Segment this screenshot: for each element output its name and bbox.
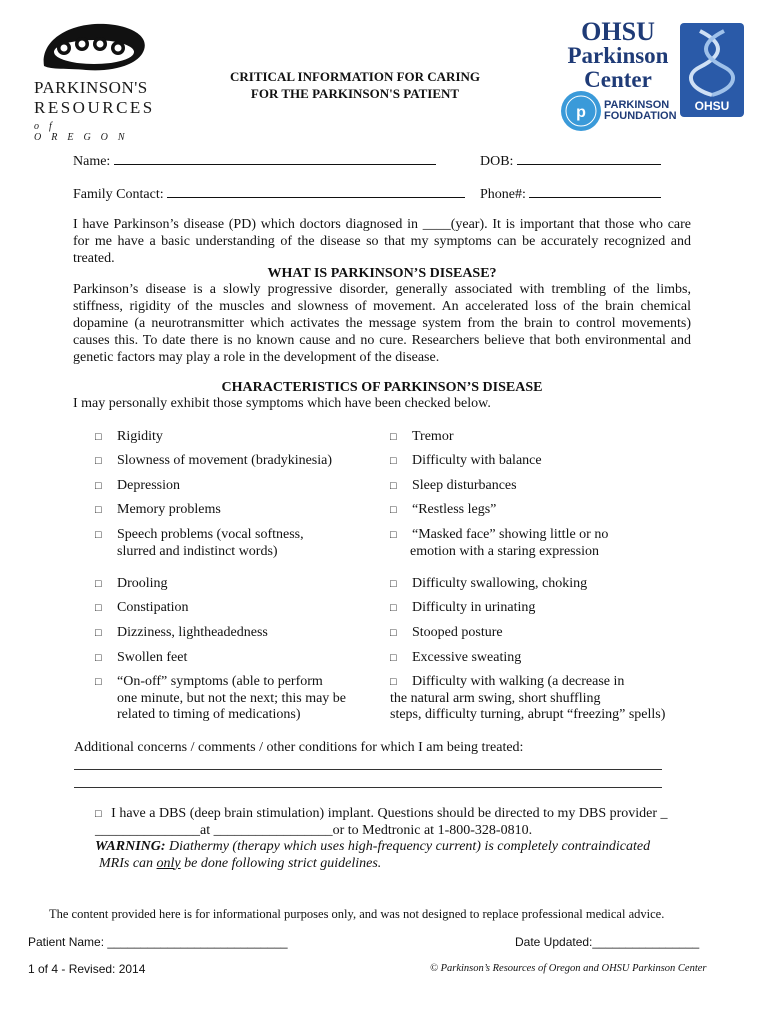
checkbox-icon[interactable]: □ bbox=[95, 504, 102, 516]
checkbox-icon[interactable]: □ bbox=[390, 455, 397, 467]
copyright: © Parkinson’s Resources of Oregon and OHSU Parkinson Center bbox=[430, 963, 707, 974]
symptom-text: Depression bbox=[117, 478, 180, 493]
warning-line-2-b: be done following strict guidelines. bbox=[180, 855, 382, 871]
patient-name-field[interactable]: Patient Name: ___________________________ bbox=[28, 935, 288, 949]
checkbox-icon[interactable]: □ bbox=[390, 652, 397, 664]
warning-text: Diathermy (therapy which uses high-frequency current) is completely contraindicated bbox=[165, 839, 651, 854]
comment-line-1[interactable] bbox=[74, 769, 662, 770]
parkinson-foundation-logo bbox=[604, 100, 677, 122]
pf-line-1: PARKINSON bbox=[604, 99, 670, 111]
dbs-line-2: _______________at _________________or to Medtronic at 1-800-328-0810. bbox=[95, 822, 533, 838]
parkinsons-resources-logo bbox=[30, 18, 158, 143]
comment-line-2[interactable] bbox=[74, 787, 662, 788]
checkbox-icon[interactable]: □ bbox=[95, 602, 102, 614]
figures-logo-icon bbox=[30, 18, 158, 78]
symptom-text: “On-off” symptoms (able to perform bbox=[117, 674, 323, 689]
symptom-text: Constipation bbox=[117, 600, 189, 615]
ohsu-badge-label: OHSU bbox=[694, 99, 730, 113]
symptom-text: related to timing of medications) bbox=[117, 707, 301, 722]
warning-label: WARNING: bbox=[95, 839, 166, 854]
checkbox-icon[interactable]: □ bbox=[95, 578, 102, 590]
name-field[interactable] bbox=[73, 151, 436, 170]
phone-line[interactable] bbox=[529, 184, 661, 198]
page-revision: 1 of 4 - Revised: 2014 bbox=[28, 962, 146, 976]
document-title bbox=[160, 68, 550, 102]
checkbox-icon[interactable]: □ bbox=[95, 480, 102, 492]
name-label: Name: bbox=[73, 154, 111, 169]
symptom-text: Difficulty with balance bbox=[412, 453, 542, 468]
dbs-section bbox=[95, 806, 668, 872]
additional-concerns-label: Additional concerns / comments / other conditions for which I am being treated: bbox=[74, 740, 524, 755]
symptom-text: the natural arm swing, short shuffling bbox=[390, 690, 601, 706]
title-line-1: CRITICAL INFORMATION FOR CARING bbox=[229, 69, 481, 84]
characteristics-heading: CHARACTERISTICS OF PARKINSON’S DISEASE bbox=[221, 380, 543, 395]
symptom-text: Memory problems bbox=[117, 502, 221, 517]
symptom-text: “Restless legs” bbox=[412, 502, 497, 517]
symptom-text: Tremor bbox=[412, 429, 454, 444]
ohsu-parkinson-center-logo bbox=[556, 17, 680, 92]
family-contact-label: Family Contact: bbox=[73, 187, 164, 202]
name-line[interactable] bbox=[114, 151, 436, 165]
dob-field[interactable] bbox=[480, 151, 661, 170]
symptom-text: “Masked face” showing little or no bbox=[412, 527, 609, 542]
checkbox-icon[interactable]: □ bbox=[390, 431, 397, 443]
checkbox-icon[interactable]: □ bbox=[390, 676, 397, 688]
symptom-text: Excessive sweating bbox=[412, 650, 522, 665]
checkbox-icon[interactable]: □ bbox=[390, 578, 397, 590]
disclaimer: The content provided here is for informational purposes only, and was not designed to replace professional medical advice. bbox=[49, 907, 665, 921]
logo-line-1: PARKINSON'S bbox=[34, 78, 148, 97]
ohsu-helix-icon bbox=[680, 25, 744, 99]
checkbox-icon[interactable]: □ bbox=[95, 676, 102, 688]
family-contact-field[interactable] bbox=[73, 184, 465, 203]
checkbox-icon[interactable]: □ bbox=[95, 529, 102, 541]
svg-text:p: p bbox=[576, 104, 586, 121]
warning-only: only bbox=[156, 855, 181, 871]
what-is-heading: WHAT IS PARKINSON’S DISEASE? bbox=[267, 266, 497, 281]
intro-paragraph: I have Parkinson’s disease (PD) which doctors diagnosed in ____(year). It is important that those who care for me have a basic understanding of the disease so that my symptoms can be accurately recognized and treated. bbox=[73, 217, 691, 266]
symptom-text: Swollen feet bbox=[117, 650, 188, 665]
phone-field[interactable] bbox=[480, 184, 661, 203]
phone-label: Phone#: bbox=[480, 187, 526, 202]
symptom-text: steps, difficulty turning, abrupt “freezing” spells) bbox=[390, 707, 666, 722]
dbs-checkbox[interactable]: □ bbox=[95, 808, 102, 820]
checkbox-icon[interactable]: □ bbox=[95, 627, 102, 639]
symptom-text: emotion with a staring expression bbox=[410, 543, 599, 559]
checkbox-icon[interactable]: □ bbox=[390, 480, 397, 492]
date-updated-field[interactable]: Date Updated:________________ bbox=[515, 935, 700, 949]
checkbox-icon[interactable]: □ bbox=[390, 602, 397, 614]
what-is-paragraph: Parkinson’s disease is a slowly progressive disorder, generally associated with trembling of the limbs, stiffness, rigidity of the muscles and slowness of movement. An accelerated loss of the brain chemical dopamine (a neurotransmitter which activates the message system from the brain to control movements) causes this. To date there is no known cause and no cure. Researchers believe that both environmental and genetic factors may play a role in the development of the disease. bbox=[73, 282, 691, 365]
symptom-text: Difficulty with walking (a decrease in bbox=[412, 674, 625, 689]
ohsu-logo-line-2: Parkinson bbox=[567, 43, 669, 68]
ohsu-logo-line-3: Center bbox=[584, 67, 652, 92]
symptom-text: one minute, but not the next; this may be bbox=[117, 690, 347, 706]
symptom-text: slurred and indistinct words) bbox=[117, 543, 278, 559]
characteristics-intro: I may personally exhibit those symptoms which have been checked below. bbox=[73, 396, 491, 411]
symptom-text: Difficulty in urinating bbox=[412, 600, 536, 615]
dob-label: DOB: bbox=[480, 154, 514, 169]
symptom-text: Dizziness, lightheadedness bbox=[117, 625, 268, 640]
symptom-text: Stooped posture bbox=[412, 625, 503, 640]
dbs-line-1: I have a DBS (deep brain stimulation) implant. Questions should be directed to my DBS provider _ bbox=[111, 806, 668, 821]
checkbox-icon[interactable]: □ bbox=[95, 455, 102, 467]
symptom-text: Rigidity bbox=[117, 429, 163, 444]
title-line-2: FOR THE PARKINSON'S PATIENT bbox=[250, 86, 460, 101]
pf-line-2: FOUNDATION bbox=[604, 110, 677, 122]
logo-line-3: of OREGON bbox=[34, 121, 135, 143]
dob-line[interactable] bbox=[517, 151, 661, 165]
checkbox-icon[interactable]: □ bbox=[390, 529, 397, 541]
symptom-text: Difficulty swallowing, choking bbox=[412, 576, 588, 591]
center-of-excellence-seal-icon bbox=[561, 91, 601, 131]
checkbox-icon[interactable]: □ bbox=[95, 431, 102, 443]
checkbox-icon[interactable]: □ bbox=[95, 652, 102, 664]
ohsu-logo-line-1: OHSU bbox=[581, 17, 655, 46]
checkbox-icon[interactable]: □ bbox=[390, 504, 397, 516]
checkbox-icon[interactable]: □ bbox=[390, 627, 397, 639]
symptom-text: Speech problems (vocal softness, bbox=[117, 527, 304, 542]
symptom-text: Sleep disturbances bbox=[412, 478, 517, 493]
warning-line-2-a: MRIs can bbox=[99, 855, 157, 871]
symptom-text: Drooling bbox=[117, 576, 168, 591]
family-contact-line[interactable] bbox=[167, 184, 465, 198]
ohsu-badge-logo bbox=[680, 23, 744, 117]
logo-line-2: RESOURCES bbox=[34, 98, 155, 117]
symptom-text: Slowness of movement (bradykinesia) bbox=[117, 453, 333, 468]
